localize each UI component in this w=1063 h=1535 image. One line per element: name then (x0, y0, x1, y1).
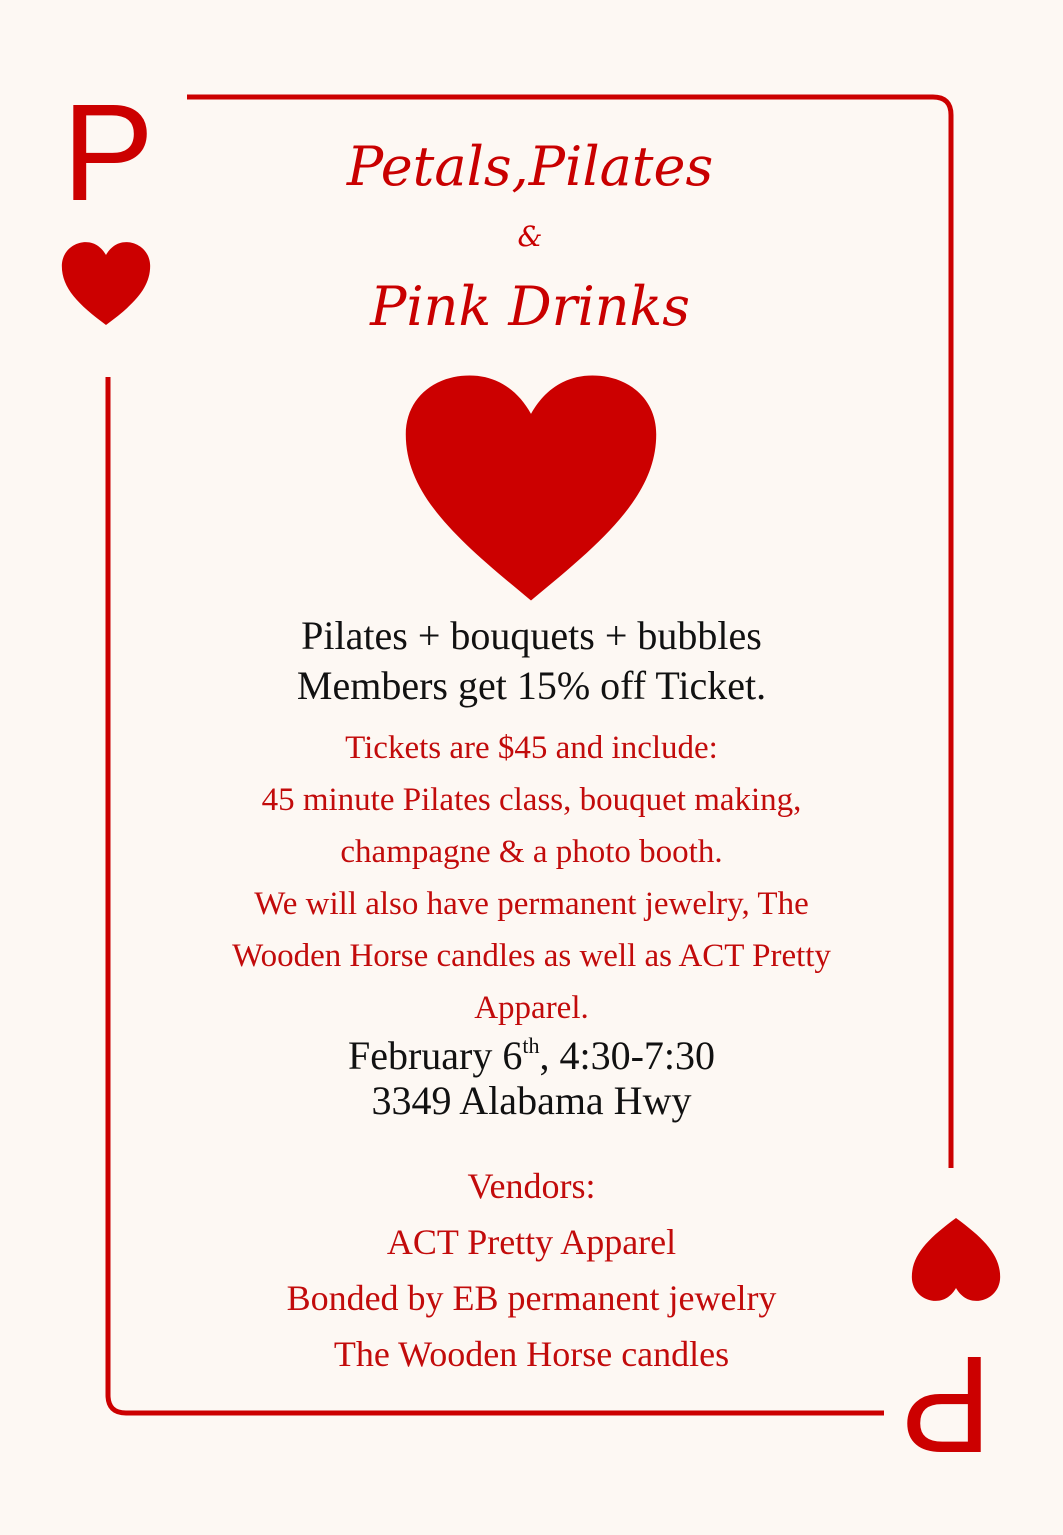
vendor-item: ACT Pretty Apparel (386, 1222, 677, 1262)
event-time: , 4:30-7:30 (539, 1033, 716, 1078)
ticket-info-line: 45 minute Pilates class, bouquet making, (261, 782, 802, 818)
ticket-info-line: We will also have permanent jewelry, The (254, 886, 809, 922)
ticket-info-line: Wooden Horse candles as well as ACT Pretty (232, 938, 831, 974)
event-address: 3349 Alabama Hwy (371, 1078, 692, 1123)
ticket-info-line: Tickets are $45 and include: (345, 730, 718, 766)
event-date: February 6 (347, 1033, 523, 1078)
vendor-item: The Wooden Horse candles (333, 1334, 730, 1374)
vendors-heading: Vendors: (467, 1166, 596, 1206)
ticket-info-line: champagne & a photo booth. (340, 834, 723, 870)
corner-letter-top-left: P (62, 76, 155, 230)
event-title-line-3: Pink Drinks (370, 275, 690, 338)
corner-letter-bottom-right: P (900, 1327, 993, 1481)
event-title-ampersand: & (517, 220, 543, 253)
heart-icon (60, 240, 152, 328)
event-title-line-1: Petals,Pilates (346, 135, 714, 198)
heart-icon (403, 373, 659, 603)
heart-icon (910, 1215, 1002, 1303)
member-discount: Members get 15% off Ticket. (296, 663, 767, 708)
ticket-info-line: Apparel. (474, 990, 589, 1026)
highlight-line: Pilates + bouquets + bubbles (301, 613, 762, 658)
event-date-time (150, 1032, 913, 1080)
event-date-suffix: th (522, 1033, 540, 1058)
vendor-item: Bonded by EB permanent jewelry (286, 1278, 777, 1318)
